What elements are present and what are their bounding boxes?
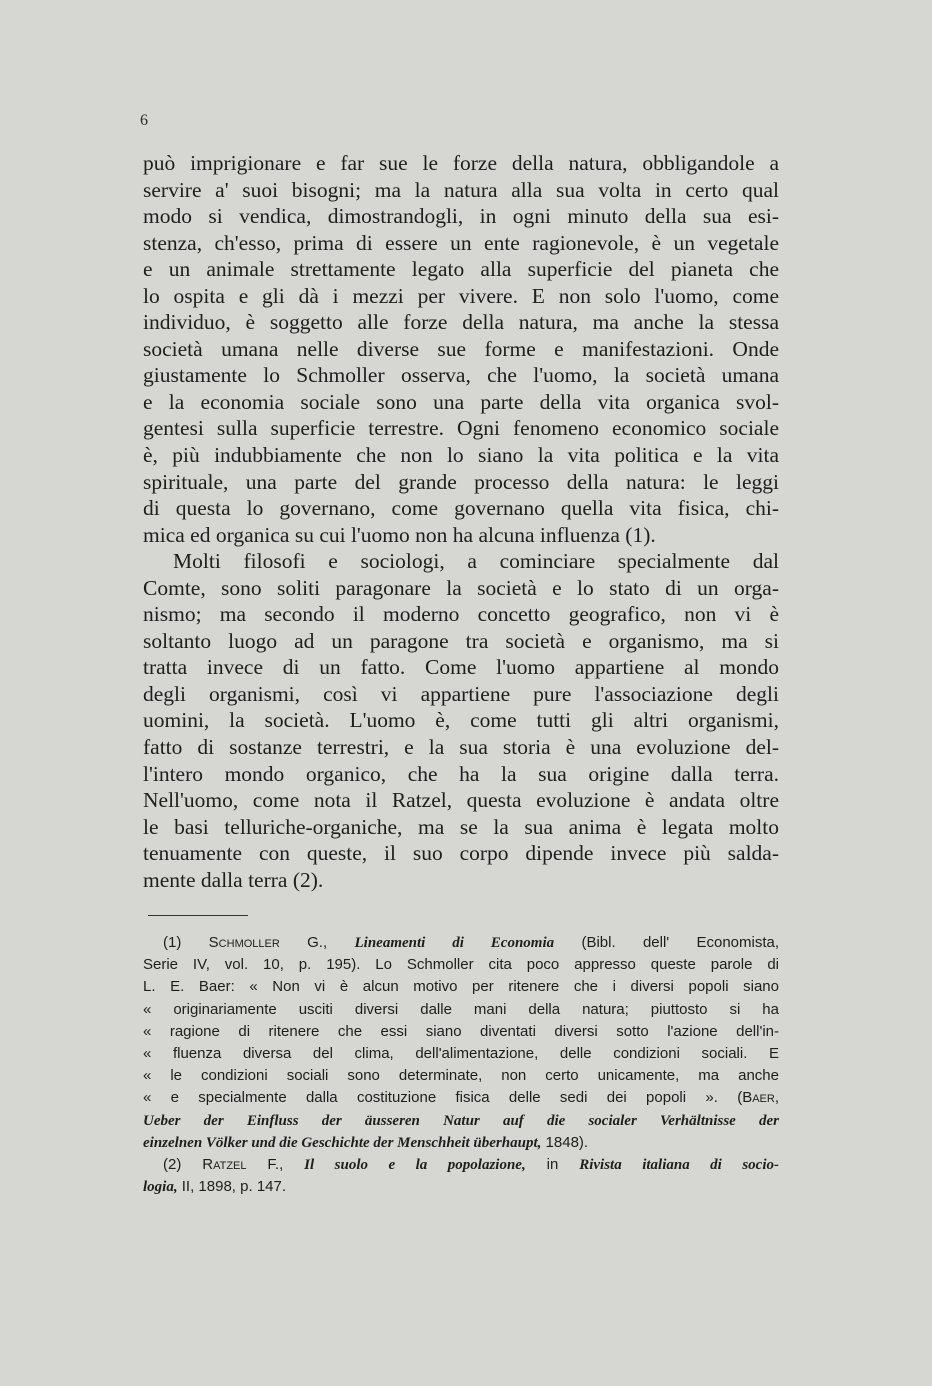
footnote-line: [143, 1087, 779, 1109]
text-line: stenza, ch'esso, prima di essere un ente ragionevole, è un vegetale: [143, 230, 779, 255]
text-line: Nell'uomo, come nota il Ratzel, questa evoluzione è andata oltre: [143, 788, 779, 813]
footnote-journal: Rivista italiana di socio-: [579, 1157, 779, 1174]
text-line: può imprigionare e far sue le forze della natura, obbligandole a: [143, 151, 779, 175]
text-line: le basi telluriche-organiche, ma se la sua anima è legata molto: [143, 814, 779, 839]
footnote-title: einzelnen Völker und die Geschichte der Menschheit überhaupt,: [143, 1134, 542, 1151]
text-line: mente dalla terra (2).: [143, 867, 324, 892]
footnote-text: II, 1898, p. 147.: [181, 1178, 287, 1196]
footnote-initial: F.,: [267, 1156, 284, 1174]
footnote-line: [143, 1132, 779, 1154]
footnote-line: « le condizioni sociali sono determinate, non certo unicamente, ma anche: [143, 1067, 779, 1085]
footnote-line: [143, 932, 779, 954]
text-line: fatto di sostanze terrestri, e la sua storia è una evoluzione del-: [143, 735, 779, 760]
text-line: spirituale, una parte del grande processo della natura: le leggi: [143, 469, 779, 494]
text-line: è, più indubbiamente che non lo siano la vita politica e la vita: [143, 443, 779, 468]
text-line: gentesi sulla superficie terrestre. Ogni fenomeno economico sociale: [143, 416, 779, 441]
footnote-author: Schmoller: [208, 934, 280, 951]
text-line: Comte, sono soliti paragonare la società e lo stato di un orga-: [143, 575, 779, 600]
footnote-author: Baer,: [742, 1089, 779, 1107]
footnote-separator: [148, 915, 248, 916]
footnote-line: [143, 1154, 779, 1176]
footnote-line: « fluenza diversa del clima, dell'alimentazione, delle condizioni sociali. E: [143, 1045, 779, 1063]
text-line: soltanto luogo ad un paragone tra società e organismo, ma si: [143, 628, 779, 653]
text-line: mica ed organica su cui l'uomo non ha alcuna influenza (1).: [143, 522, 656, 547]
footnote-number: (2): [163, 1156, 182, 1174]
footnote-title: Il suolo e la popolazione,: [304, 1157, 526, 1174]
text-line: servire a' suoi bisogni; ma la natura alla sua volta in certo qual: [143, 177, 779, 202]
footnote-title: Lineamenti di Economia: [354, 935, 555, 951]
footnote-line: « ragione di ritenere che essi siano diventati diversi sotto l'azione dell'in-: [143, 1022, 779, 1040]
text-line: di questa lo governano, come governano quella vita fisica, chi-: [143, 496, 779, 521]
text-line: uomini, la società. L'uomo è, come tutti gli altri organismi,: [143, 708, 779, 733]
paragraph-1: [143, 150, 779, 548]
footnote-line: [143, 1176, 779, 1198]
main-text: [143, 150, 779, 893]
footnote-line: Serie IV, vol. 10, p. 195). Lo Schmoller cita poco appresso queste parole di: [143, 956, 779, 974]
footnote-line: L. E. Baer: « Non vi è alcun motivo per ritenere che i diversi popoli siano: [143, 978, 779, 996]
footnote-line: Ueber der Einfluss der äusseren Natur auf die socialer Verhältnisse der: [143, 1112, 779, 1129]
footnote-text: (Bibl. dell' Economista,: [581, 934, 780, 951]
text-line: tenuamente con queste, il suo corpo dipende invece più salda-: [143, 841, 779, 866]
text-line: lo ospita e gli dà i mezzi per vivere. E non solo l'uomo, come: [143, 283, 779, 308]
text-line: degli organismi, così vi appartiene pure l'associazione degli: [143, 681, 779, 706]
footnote-1: [143, 932, 779, 1154]
paragraph-2: [143, 548, 779, 893]
footnotes: [143, 932, 779, 1198]
text-line: giustamente lo Schmoller osserva, che l'uomo, la società umana: [143, 363, 779, 388]
page-number: 6: [140, 112, 148, 129]
footnote-initial: G.,: [307, 934, 328, 951]
footnote-journal: logia,: [143, 1179, 178, 1196]
footnote-number: (1): [163, 934, 182, 951]
footnote-line: « originariamente usciti diversi dalle mani della natura; piuttosto si ha: [143, 1000, 779, 1018]
footnote-2: [143, 1154, 779, 1198]
footnote-text: 1848).: [541, 1133, 589, 1151]
text-line: Molti filosofi e sociologi, a cominciare specialmente dal: [173, 549, 779, 574]
text-line: tratta invece di un fatto. Come l'uomo appartiene al mondo: [143, 655, 779, 680]
text-line: individuo, è soggetto alle forze della natura, ma anche la stessa: [143, 310, 779, 335]
text-line: l'intero mondo organico, che ha la sua origine dalla terra.: [143, 761, 779, 786]
footnote-author: Ratzel: [202, 1156, 247, 1174]
text-line: società umana nelle diverse sue forme e manifestazioni. Onde: [143, 336, 779, 361]
text-line: modo si vendica, dimostrandogli, in ogni minuto della sua esi-: [143, 204, 779, 229]
text-line: nismo; ma secondo il moderno concetto geografico, non vi è: [143, 602, 779, 627]
text-line: e la economia sociale sono una parte della vita organica svol-: [143, 389, 779, 414]
footnote-text: in: [546, 1156, 559, 1174]
footnote-text: « e specialmente dalla costituzione fisica delle sedi dei popoli ». (: [143, 1089, 743, 1107]
text-line: e un animale strettamente legato alla superficie del pianeta che: [143, 257, 779, 282]
